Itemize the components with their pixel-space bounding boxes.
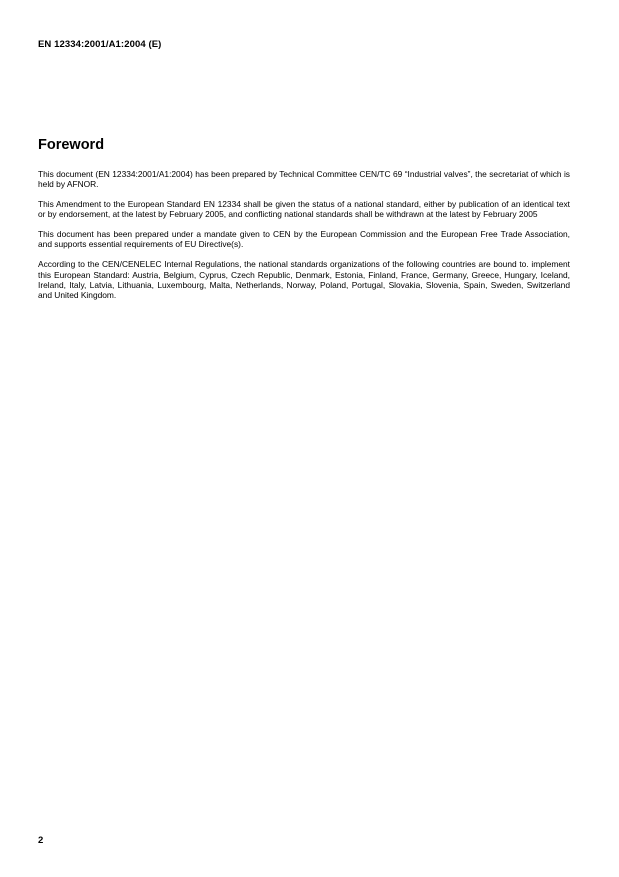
document-header: EN 12334:2001/A1:2004 (E)	[38, 39, 162, 50]
section-title: Foreword	[38, 137, 105, 153]
foreword-body	[38, 169, 570, 310]
paragraph-status: This Amendment to the European Standard EN 12334 shall be given the status of a national standard, either by publication of an identical text or by endorsement, at the latest by February 2005, and conflicting national standards shall be withdrawn at the latest by February 2005	[38, 199, 570, 220]
paragraph-preparation: This document (EN 12334:2001/A1:2004) has been prepared by Technical Committee CEN/TC 69 “Industrial valves”, the secretariat of which is held by AFNOR.	[38, 169, 570, 190]
page-number: 2	[38, 835, 44, 846]
paragraph-mandate: This document has been prepared under a mandate given to CEN by the European Commission and the European Free Trade Association, and supports essential requirements of EU Directive(s).	[38, 229, 570, 250]
paragraph-regulations: According to the CEN/CENELEC Internal Regulations, the national standards organizations of the following countries are bound to. implement this European Standard: Austria, Belgium, Cyprus, Czech Republic, Denmark, Estonia, Finland, France, Germany, Greece, Hungary, Iceland, Ireland, Italy, Latvia, Lithuania, Luxembourg, Malta, Netherlands, Norway, Poland, Portugal, Slovakia, Slovenia, Spain, Sweden, Switzerland and United Kingdom.	[38, 259, 570, 301]
